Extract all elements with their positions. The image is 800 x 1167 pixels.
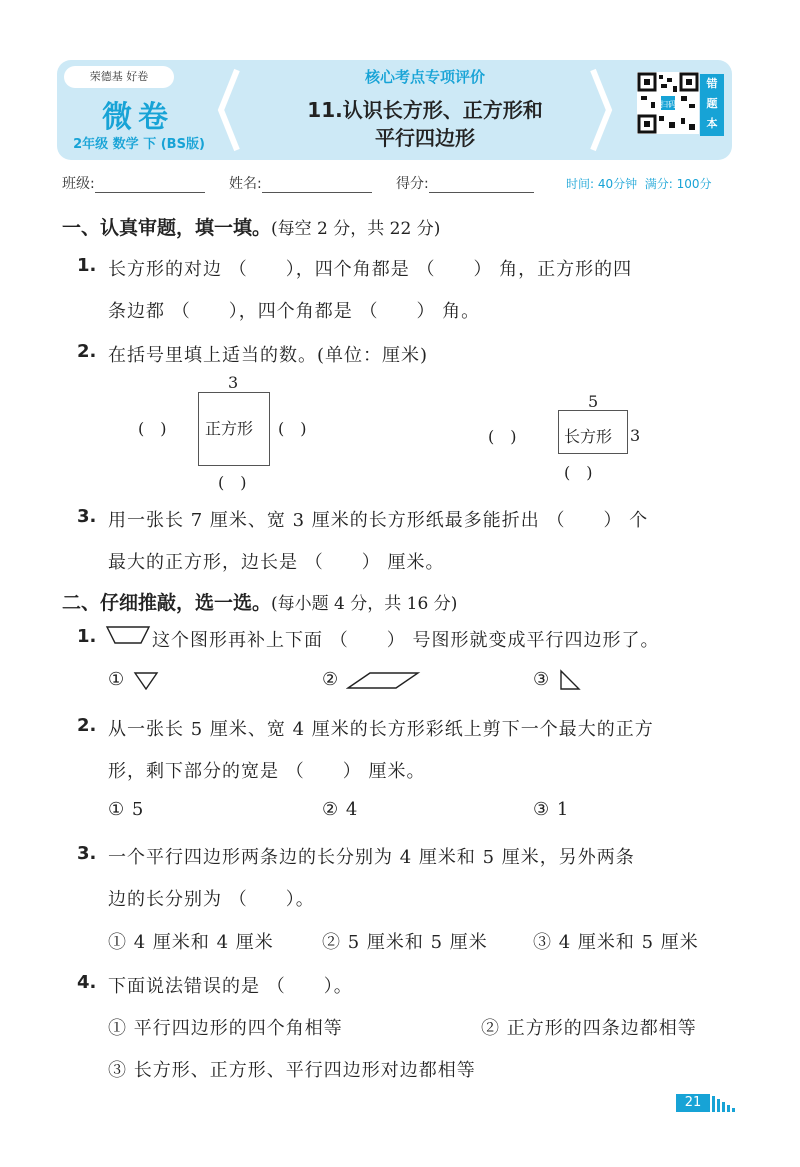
s2-q4-number: 4.: [77, 972, 97, 993]
s1-q1-line1[interactable]: 长方形的对边 （ ），四个角都是 （ ） 角，正方形的四: [108, 259, 633, 280]
s2-q1-option2[interactable]: ②: [322, 669, 422, 690]
name-field[interactable]: 姓名:: [229, 173, 372, 193]
square-bottom-blank[interactable]: ( ): [218, 473, 247, 492]
square-inner-label: 正方形: [205, 419, 254, 438]
s2-q4-option2[interactable]: ② 正方形的四条边都相等: [481, 1018, 697, 1039]
rect-top-label: 5: [588, 392, 599, 411]
rect-inner-label: 长方形: [564, 427, 613, 446]
logo: 荣德基 好卷: [64, 66, 174, 88]
subtitle: 核心考点专项评价: [364, 68, 485, 86]
s2-q3-option2[interactable]: ② 5 厘米和 5 厘米: [322, 932, 488, 953]
q3-number: 3.: [77, 506, 97, 527]
class-blank[interactable]: [95, 178, 205, 193]
right-triangle-icon: [557, 669, 583, 691]
score-field[interactable]: 得分:: [396, 173, 534, 193]
q2-number: 2.: [77, 341, 97, 362]
s2-q2-option2[interactable]: ② 4: [322, 799, 359, 820]
s1-q2-text: 在括号里填上适当的数。(单位：厘米): [108, 345, 429, 366]
s2-q4-option1[interactable]: ① 平行四边形的四个角相等: [108, 1018, 343, 1039]
s2-q1-option3[interactable]: ③: [533, 669, 583, 691]
brand-title: 微卷: [102, 100, 174, 135]
page-title-line2: 平行四边形: [375, 126, 475, 150]
name-blank[interactable]: [262, 178, 372, 193]
parallelogram-icon: [346, 670, 422, 690]
mistake-book-badge[interactable]: 错 题 本: [700, 74, 724, 136]
q1-number: 1.: [77, 255, 97, 276]
page-number: 21: [676, 1094, 710, 1112]
rect-bottom-blank[interactable]: ( ): [564, 463, 593, 482]
s1-q3-line2[interactable]: 最大的正方形，边长是 （ ） 厘米。: [108, 552, 445, 573]
s2-q2-option3[interactable]: ③ 1: [533, 799, 570, 820]
rect-side-label: 3: [630, 426, 641, 445]
page-title-line1: 11.认识长方形、正方形和: [307, 98, 543, 122]
s2-q1-text[interactable]: 这个图形再补上下面 （ ） 号图形就变成平行四边形了。: [152, 630, 660, 651]
class-field[interactable]: 班级:: [62, 173, 205, 193]
s2-q3-option1[interactable]: ① 4 厘米和 4 厘米: [108, 932, 274, 953]
s2-q4-text[interactable]: 下面说法错误的是 （ ）。: [108, 976, 353, 997]
s2-q3-option3[interactable]: ③ 4 厘米和 5 厘米: [533, 932, 699, 953]
down-triangle-icon: [132, 670, 160, 690]
s2-q2-line2[interactable]: 形，剩下部分的宽是 （ ） 厘米。: [108, 761, 426, 782]
grade-label: 2年级 数学 下 (BS版): [73, 137, 205, 152]
s2-q3-line2[interactable]: 边的长分别为 （ ）。: [108, 889, 315, 910]
svg-text:扫码: 扫码: [660, 100, 676, 109]
section1-heading: 一、认真审题，填一填。(每空 2 分，共 22 分): [62, 217, 441, 239]
s2-q2-option1[interactable]: ① 5: [108, 799, 145, 820]
s2-q1-number: 1.: [77, 626, 97, 647]
qr-code-icon[interactable]: [637, 72, 699, 134]
score-blank[interactable]: [429, 178, 534, 193]
square-top-label: 3: [228, 373, 239, 392]
square-left-blank[interactable]: ( ): [138, 419, 167, 438]
s2-q1-option1[interactable]: ①: [108, 669, 160, 690]
time-and-score: 时间: 40分钟 满分: 100分: [566, 177, 712, 191]
s2-q3-line1: 一个平行四边形两条边的长分别为 4 厘米和 5 厘米，另外两条: [108, 847, 635, 868]
s2-q2-number: 2.: [77, 715, 97, 736]
s1-q3-line1[interactable]: 用一张长 7 厘米、宽 3 厘米的长方形纸最多能折出 （ ） 个: [108, 510, 649, 531]
rect-left-blank[interactable]: ( ): [488, 427, 517, 446]
s2-q4-option3[interactable]: ③ 长方形、正方形、平行四边形对边都相等: [108, 1060, 476, 1081]
section2-heading: 二、仔细推敲，选一选。(每小题 4 分，共 16 分): [62, 592, 458, 614]
square-right-blank[interactable]: ( ): [278, 419, 307, 438]
trapezoid-icon: [105, 624, 151, 646]
s1-q1-line2[interactable]: 条边都 （ ），四个角都是 （ ） 角。: [108, 301, 481, 322]
s2-q2-line1: 从一张长 5 厘米、宽 4 厘米的长方形彩纸上剪下一个最大的正方: [108, 719, 654, 740]
s2-q3-number: 3.: [77, 843, 97, 864]
bars-decoration-icon: [712, 1094, 738, 1112]
